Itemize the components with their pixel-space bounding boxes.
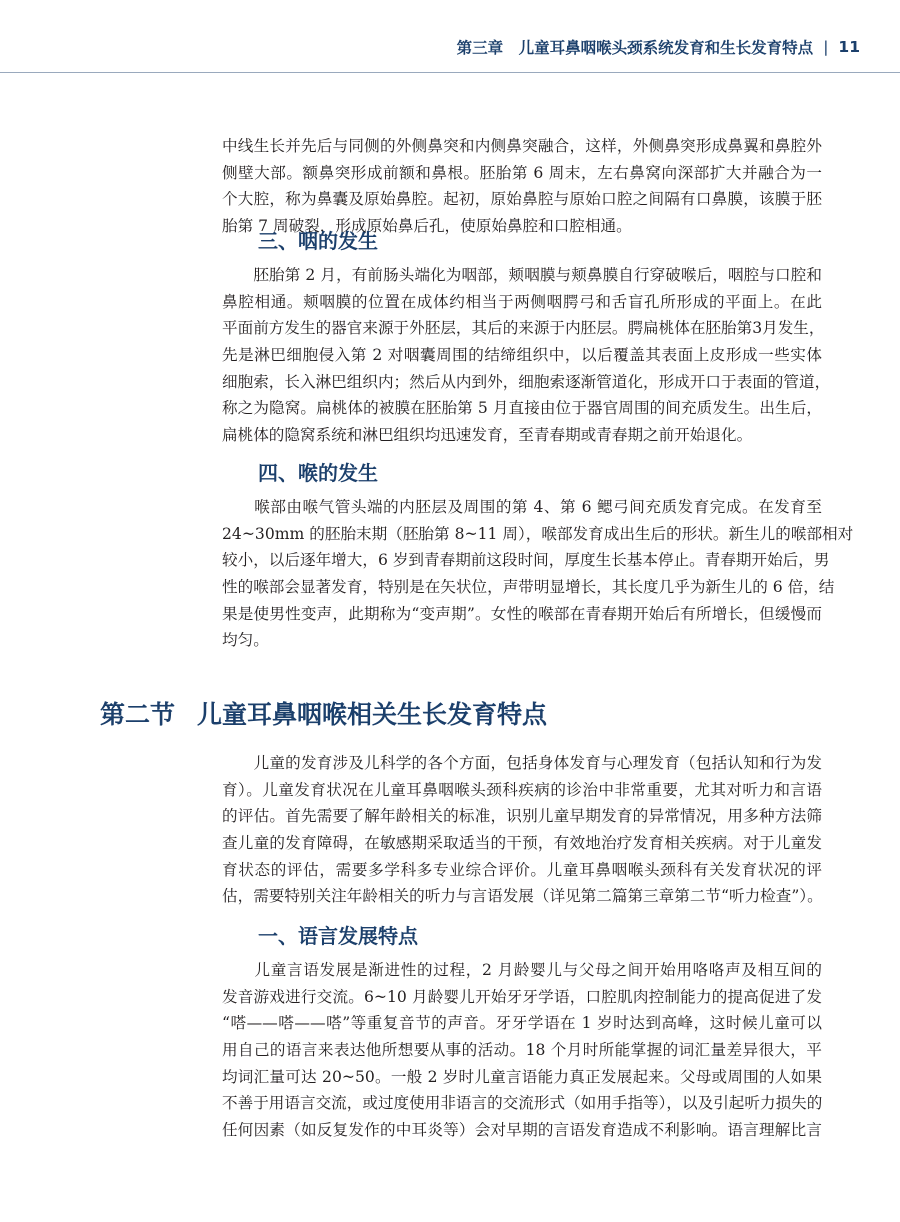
section-number: 第二节 — [100, 700, 176, 729]
text-line: 个大腔，称为鼻囊及原始鼻腔。起初，原始鼻腔与原始口腔之间隔有口鼻膜，该膜于胚 — [222, 190, 822, 209]
paragraph-larynx — [222, 494, 854, 654]
text-line: 均匀。 — [222, 631, 269, 650]
text-line: 任何因素（如反复发作的中耳炎等）会对早期的言语发育造成不利影响。语言理解比言 — [222, 1121, 822, 1140]
text-line: 鼻腔相通。颊咽膜的位置在成体约相当于两侧咽腭弓和舌盲孔所形成的平面上。在此 — [222, 292, 822, 311]
text-line: 侧壁大部。额鼻突形成前额和鼻根。胚胎第 6 周末，左右鼻窝向深部扩大并融合为一 — [222, 163, 822, 182]
text-line: 中线生长并先后与同侧的外侧鼻突和内侧鼻突融合，这样，外侧鼻突形成鼻翼和鼻腔外 — [222, 137, 822, 155]
header-rule — [0, 72, 900, 73]
text-line: 儿童的发育涉及儿科学的各个方面，包括身体发育与心理发育（包括认知和行为发 — [222, 754, 822, 772]
text-line: 较小，以后逐年增大，6 岁到青春期前这段时间，厚度生长基本停止。青春期开始后，男 — [222, 551, 830, 570]
text-line: 称之为隐窝。扁桃体的被膜在胚胎第 5 月直接由位于器官周围的间充质发生。出生后， — [222, 399, 822, 418]
text-line: 喉部由喉气管头端的内胚层及周围的第 4、第 6 鳃弓间充质发育完成。在发育至 — [222, 498, 822, 516]
text-line: 先是淋巴细胞侵入第 2 对咽囊周围的结缔组织中，以后覆盖其表面上皮形成一些实体 — [222, 346, 822, 365]
text-line: 果是使男性变声，此期称为“变声期”。女性的喉部在青春期开始后有所增长，但缓慢而 — [222, 604, 822, 623]
text-line: 的评估。首先需要了解年龄相关的标准，识别儿童早期发育的异常情况，用多种方法筛 — [222, 807, 822, 826]
paragraph-nasal-development — [222, 133, 822, 240]
text-line: 发音游戏进行交流。6~10 月龄婴儿开始牙牙学语，口腔肌肉控制能力的提高促进了发 — [222, 987, 822, 1006]
text-line: 扁桃体的隐窝系统和淋巴组织均迅速发育，至青春期或青春期之前开始退化。 — [222, 426, 753, 445]
paragraph-development-overview — [222, 750, 822, 910]
header-separator: | — [823, 38, 829, 56]
text-line: 胎第 7 周破裂，形成原始鼻后孔，使原始鼻腔和口腔相通。 — [222, 217, 632, 236]
text-line: 性的喉部会显著发育，特别是在矢状位，声带明显增长，其长度几乎为新生儿的 6 倍，结 — [222, 578, 835, 597]
section-title: 儿童耳鼻咽喉相关生长发育特点 — [197, 700, 548, 729]
paragraph-language — [222, 957, 822, 1144]
text-line: 细胞索，长入淋巴组织内；然后从内到外，细胞索逐渐管道化，形成开口于表面的管道， — [222, 372, 831, 391]
text-line: 胚胎第 2 月，有前肠头端化为咽部，颊咽膜与颊鼻膜自行穿破喉后，咽腔与口腔和 — [222, 266, 822, 284]
text-line: 估，需要特别关注年龄相关的听力与言语发展（详见第二篇第三章第二节“听力检查”）。 — [222, 887, 823, 906]
text-line: “嗒——嗒——嗒”等重复音节的声音。牙牙学语在 1 岁时达到高峰，这时候儿童可以 — [222, 1014, 822, 1033]
text-line: 儿童言语发展是渐进性的过程，2 月龄婴儿与父母之间开始用咯咯声及相互间的 — [222, 961, 822, 979]
text-line: 育状态的评估，需要多学科多专业综合评价。儿童耳鼻咽喉头颈科有关发育状况的评 — [222, 860, 822, 879]
text-line: 用自己的语言来表达他所想要从事的活动。18 个月时所能掌握的词汇量差异很大，平 — [222, 1041, 822, 1060]
text-line: 24~30mm 的胚胎末期（胚胎第 8~11 周），喉部发育成出生后的形状。新生儿的喉部相对 — [222, 524, 854, 543]
paragraph-pharynx — [222, 262, 831, 449]
text-line: 均词汇量可达 20~50。一般 2 岁时儿童言语能力真正发展起来。父母或周围的人如果 — [222, 1067, 822, 1086]
text-line: 不善于用语言交流，或过度使用非语言的交流形式（如用手指等），以及引起听力损失的 — [222, 1094, 823, 1113]
text-line: 育）。儿童发育状况在儿童耳鼻咽喉头颈科疾病的诊治中非常重要，尤其对听力和言语 — [222, 780, 822, 799]
text-line: 平面前方发生的器官来源于外胚层，其后的来源于内胚层。腭扁桃体在胚胎第3月发生， — [222, 319, 825, 338]
running-header — [457, 36, 860, 58]
text-line: 查儿童的发育障碍，在敏感期采取适当的干预，有效地治疗发育相关疾病。对于儿童发 — [222, 834, 822, 853]
heading-language-development: 一、语言发展特点 — [258, 924, 418, 948]
chapter-title: 第三章 儿童耳鼻咽喉头颈系统发育和生长发育特点 — [456, 39, 814, 57]
section-heading — [100, 695, 547, 731]
page-number: 11 — [838, 38, 860, 56]
heading-pharynx-development: 三、咽的发生 — [258, 229, 378, 253]
heading-larynx-development: 四、喉的发生 — [258, 461, 378, 485]
